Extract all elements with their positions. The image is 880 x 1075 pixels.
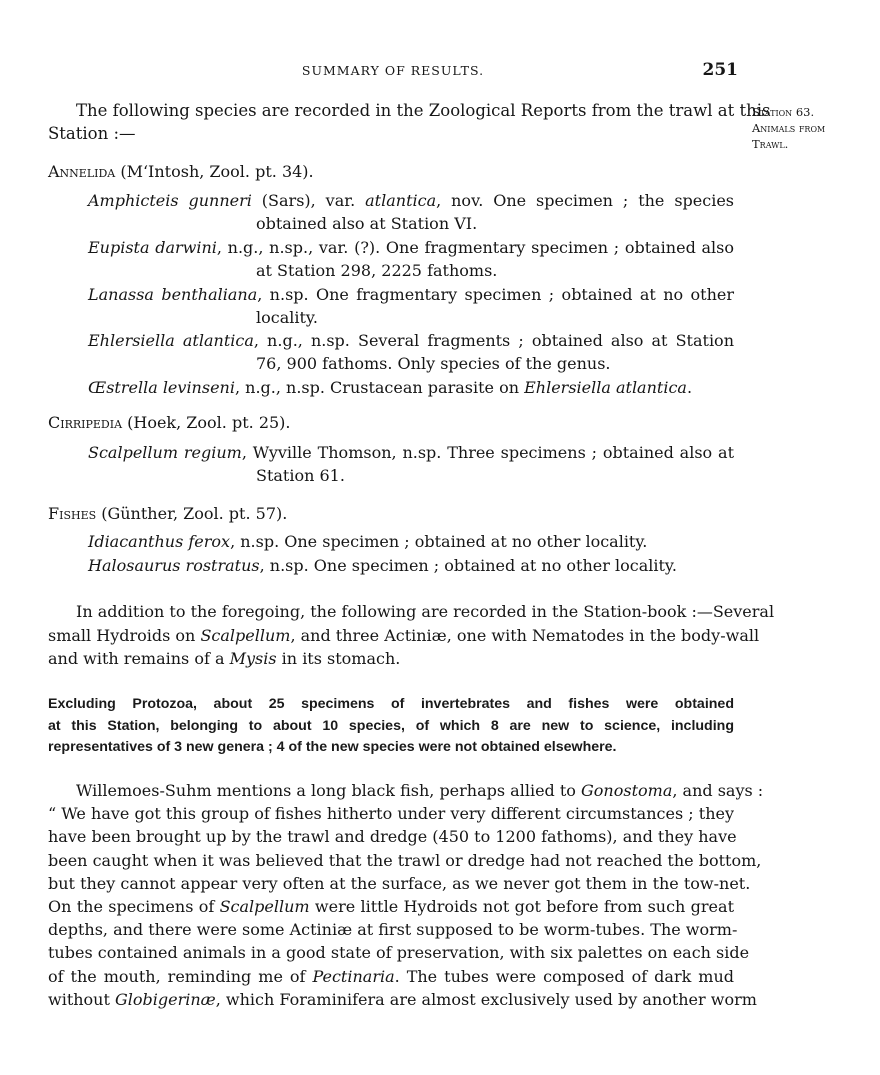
summary-line: Excluding Protozoa, about 25 specimens of invertebrates and fishes were obtained — [48, 696, 734, 712]
species-name: Lanassa benthaliana — [88, 285, 258, 304]
paragraph-line: and with remains of a Mysis in its stomach. — [48, 649, 401, 668]
species-entry: Eupista darwini, n.g., n.sp., var. (?). One fragmentary specimen ; obtained also at Station 298, 2225 fathoms. — [88, 238, 734, 280]
group-name: Cirripedia — [48, 413, 123, 432]
species-name: Scalpellum regium — [88, 443, 242, 462]
species-name: Amphicteis gunneri — [88, 191, 252, 210]
paragraph-line: of the mouth, reminding me of Pectinaria. The tubes were composed of dark mud — [48, 966, 734, 986]
group-name: Annelida — [48, 162, 116, 181]
running-header — [48, 60, 738, 82]
paragraph-line: been caught when it was believed that the trawl or dredge had not reached the bottom, — [48, 850, 762, 870]
running-title: SUMMARY OF RESULTS. — [301, 63, 485, 78]
paragraph-line: but they cannot appear very often at the surface, as we never got them in the tow-net. — [48, 873, 751, 893]
group-heading-fishes — [48, 503, 734, 525]
group-source: (M‘Intosh, Zool. pt. 34). — [115, 162, 314, 181]
station-book-paragraph — [48, 600, 775, 671]
paragraph-line: have been brought up by the trawl and dredge (450 to 1200 fathoms), and they have — [48, 827, 737, 847]
species-name: Eupista darwini — [88, 238, 217, 257]
margin-note-line: Trawl. — [752, 137, 789, 151]
paragraph-line: In addition to the foregoing, the following are recorded in the Station-book :—Several — [76, 602, 775, 621]
paragraph-line: “ We have got this group of fishes hitherto under very different circumstances ; they — [48, 804, 734, 824]
group-name: Fishes — [48, 504, 97, 523]
paragraph-line: On the specimens of Scalpellum were little Hydroids not got before from such great — [48, 897, 734, 917]
species-entry: Scalpellum regium, Wyville Thomson, n.sp. Three specimens ; obtained also at Station 61. — [88, 443, 734, 485]
species-entry: Amphicteis gunneri (Sars), var. atlantica, nov. One specimen ; the species obtained also at Station VI. — [88, 191, 734, 233]
species-name: Œstrella levinseni — [88, 378, 235, 397]
species-entry: Idiacanthus ferox, n.sp. One specimen ; obtained at no other locality. — [88, 532, 648, 551]
species-name: Ehlersiella atlantica — [88, 331, 254, 350]
paragraph-line: Willemoes-Suhm mentions a long black fish, perhaps allied to Gonostoma, and says : — [76, 781, 764, 800]
species-name: Idiacanthus ferox — [88, 532, 231, 551]
margin-note-line: Animals from — [752, 121, 826, 135]
summary-line: at this Station, belonging to about 10 species, of which 8 are new to science, including — [48, 717, 734, 734]
group-source: (Hoek, Zool. pt. 25). — [122, 413, 291, 432]
closing-paragraph — [48, 779, 764, 1011]
margin-note-line: Station 63. — [752, 105, 815, 119]
group-heading-annelida — [48, 161, 734, 183]
paragraph-line: small Hydroids on Scalpellum, and three Actiniæ, one with Nematodes in the body-wall — [48, 625, 760, 645]
species-entry: Halosaurus rostratus, n.sp. One specimen ; obtained at no other locality. — [88, 556, 677, 575]
species-name: Halosaurus rostratus — [88, 556, 260, 575]
group-heading-cirripedia — [48, 412, 734, 434]
paragraph-line: without Globigerinæ, which Foraminifera are almost exclusively used by another worm — [48, 989, 757, 1009]
paragraph-line: tubes contained animals in a good state of preservation, with six palettes on each side — [48, 943, 750, 963]
species-entry: Œstrella levinseni, n.g., n.sp. Crustacean parasite on Ehlersiella atlantica. — [88, 378, 693, 397]
summary-line: representatives of 3 new genera ; 4 of the new species were not obtained elsewhere. — [48, 739, 617, 755]
station-summary — [48, 694, 734, 759]
intro-line: Station :— — [48, 123, 136, 143]
species-entry: Lanassa benthaliana, n.sp. One fragmentary specimen ; obtained at no other locality. — [88, 285, 734, 327]
paragraph-line: depths, and there were some Actiniæ at first supposed to be worm-tubes. The worm- — [48, 920, 738, 940]
group-source: (Günther, Zool. pt. 57). — [96, 504, 288, 523]
intro-paragraph — [48, 100, 771, 145]
page-number: 251 — [702, 60, 738, 80]
species-entry: Ehlersiella atlantica, n.g., n.sp. Several fragments ; obtained also at Station 76, 900 fathoms. Only species of the genus. — [88, 331, 734, 373]
intro-line: The following species are recorded in the Zoological Reports from the trawl at this — [76, 101, 771, 120]
